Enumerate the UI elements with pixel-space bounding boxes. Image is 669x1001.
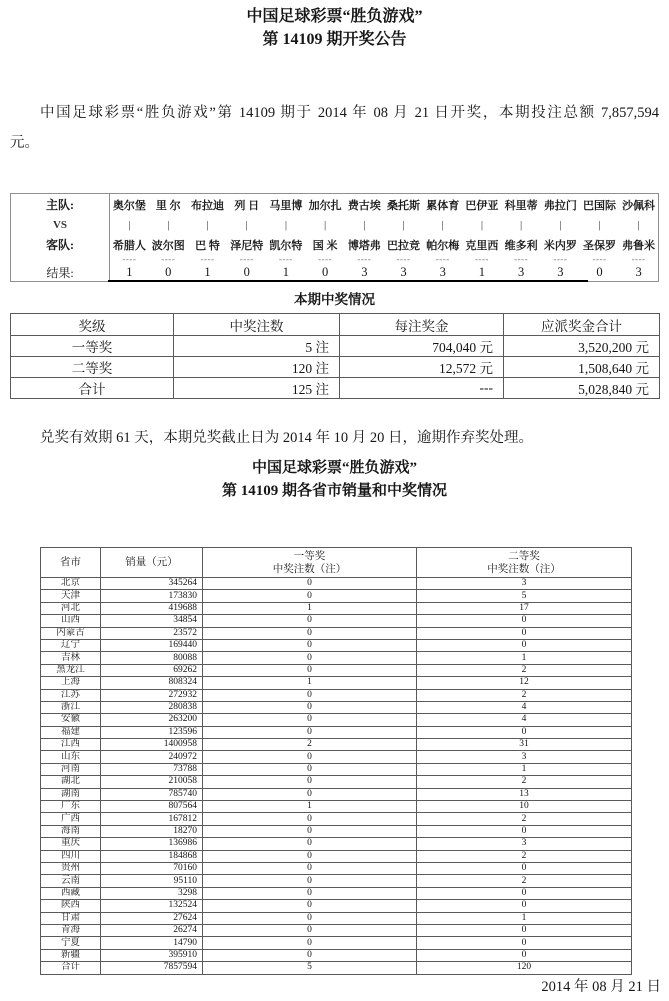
first-prize-count-cell: 0	[203, 714, 417, 726]
second-prize-count-cell: 2	[417, 875, 632, 887]
match-result-value: 3	[635, 265, 642, 279]
province-row	[41, 590, 632, 602]
province-name-cell: 天津	[41, 590, 101, 602]
match-result-value: 3	[400, 265, 407, 279]
sales-amount-cell: 34854	[101, 615, 203, 627]
match-result-value: 3	[557, 265, 564, 279]
first-prize-count-cell: 0	[203, 924, 417, 936]
home-team-cell: 桑托斯	[387, 199, 421, 212]
province-row	[41, 949, 632, 961]
province-row	[41, 739, 632, 751]
prize-header-level: 奖级	[11, 314, 174, 336]
province-name-cell: 云南	[41, 875, 101, 887]
result-dashes: ----	[553, 255, 568, 264]
province-row	[41, 664, 632, 676]
province-header-first-prize	[203, 548, 417, 578]
home-team-cell: 巴伊亚	[465, 199, 499, 212]
vs-separator: |	[441, 218, 444, 231]
province-row	[41, 689, 632, 701]
second-prize-count-cell: 0	[417, 924, 632, 936]
province-name-cell: 宁夏	[41, 937, 101, 949]
province-header-row	[41, 548, 632, 578]
province-row	[41, 701, 632, 713]
away-team-cell: 巴拉竞	[387, 239, 421, 252]
province-row	[41, 602, 632, 614]
province-row	[41, 924, 632, 936]
province-name-cell: 青海	[41, 924, 101, 936]
second-prize-count-cell: 0	[417, 949, 632, 961]
province-name-cell: 广东	[41, 801, 101, 813]
second-prize-count-cell: 31	[417, 739, 632, 751]
sales-amount-cell: 807564	[101, 801, 203, 813]
first-prize-count-cell: 0	[203, 862, 417, 874]
province-row	[41, 813, 632, 825]
result-dashes: ----	[278, 255, 293, 264]
first-prize-count-cell: 0	[203, 825, 417, 837]
second-prize-count-cell: 2	[417, 850, 632, 862]
vs-separator: |	[520, 218, 523, 231]
vs-separator: |	[206, 218, 209, 231]
first-prize-count-cell: 0	[203, 788, 417, 800]
first-prize-count-cell: 0	[203, 664, 417, 676]
first-prize-count-cell: 0	[203, 627, 417, 639]
second-prize-count-cell: 3	[417, 578, 632, 590]
result-dashes: ----	[200, 255, 215, 264]
home-team-cell: 加尔扎	[308, 199, 342, 212]
home-team-cell: 马里博	[269, 199, 303, 212]
winning-bets-cell: 120 注	[174, 357, 340, 378]
sales-amount-cell: 73788	[101, 763, 203, 775]
first-prize-count-cell: 0	[203, 838, 417, 850]
province-name-cell: 山东	[41, 751, 101, 763]
sales-amount-cell: 18270	[101, 825, 203, 837]
province-row	[41, 862, 632, 874]
first-prize-count-cell: 0	[203, 949, 417, 961]
second-prize-count-cell: 13	[417, 788, 632, 800]
away-teams-row	[11, 234, 659, 255]
province-row	[41, 875, 632, 887]
prize-header-winning-bets: 中奖注数	[174, 314, 340, 336]
result-dashes: ----	[318, 255, 333, 264]
prize-row	[11, 357, 660, 378]
result-dashes: ----	[514, 255, 529, 264]
first-prize-count-cell: 0	[203, 937, 417, 949]
first-prize-count-cell: 0	[203, 726, 417, 738]
province-section-title	[0, 457, 669, 503]
province-row	[41, 726, 632, 738]
second-prize-count-cell: 0	[417, 615, 632, 627]
vs-separator: |	[167, 218, 170, 231]
province-row	[41, 825, 632, 837]
province-name-cell: 安徽	[41, 714, 101, 726]
dash-row-label	[11, 255, 110, 264]
second-prize-count-cell: 0	[417, 887, 632, 899]
province-name-cell: 吉林	[41, 652, 101, 664]
first-prize-count-cell: 5	[203, 962, 417, 974]
match-result-value: 0	[165, 265, 172, 279]
province-name-cell: 上海	[41, 677, 101, 689]
province-name-cell: 浙江	[41, 701, 101, 713]
province-row	[41, 751, 632, 763]
province-row	[41, 838, 632, 850]
sales-amount-cell: 136986	[101, 838, 203, 850]
result-dashes: ----	[592, 255, 607, 264]
home-team-cell: 里 尔	[155, 199, 181, 212]
sales-amount-cell: 1400958	[101, 739, 203, 751]
sales-amount-cell: 70160	[101, 862, 203, 874]
total-payout-cell: 3,520,200 元	[504, 336, 660, 357]
title-line2: 第 14109 期开奖公告	[262, 31, 407, 48]
sales-amount-cell: 80088	[101, 652, 203, 664]
result-dashes: ----	[631, 255, 646, 264]
match-result-value: 1	[478, 265, 486, 279]
province-row	[41, 850, 632, 862]
second-prize-count-cell: 3	[417, 838, 632, 850]
home-team-cell: 列 日	[234, 199, 260, 212]
home-team-cell: 科里蒂	[504, 199, 538, 212]
sales-amount-cell: 123596	[101, 726, 203, 738]
province-row	[41, 788, 632, 800]
second-prize-count-cell: 0	[417, 900, 632, 912]
second-prize-count-cell: 0	[417, 726, 632, 738]
province-name-cell: 广西	[41, 813, 101, 825]
match-result-value: 0	[321, 265, 329, 279]
home-row-label: 主队:	[11, 194, 110, 216]
second-prize-count-cell: 0	[417, 639, 632, 651]
away-team-cell: 凯尔特	[269, 239, 303, 252]
footer-date: 2014 年 08 月 21 日	[541, 979, 661, 995]
vs-row	[11, 215, 659, 234]
match-result-value: 1	[204, 265, 211, 279]
result-dashes: ----	[396, 255, 411, 264]
sales-amount-cell: 23572	[101, 627, 203, 639]
province-name-cell: 河南	[41, 763, 101, 775]
sales-amount-cell: 419688	[101, 602, 203, 614]
second-prize-count-cell: 2	[417, 664, 632, 676]
first-prize-count-cell: 0	[203, 887, 417, 899]
province-name-cell: 辽宁	[41, 639, 101, 651]
sales-amount-cell: 263200	[101, 714, 203, 726]
first-prize-count-cell: 0	[203, 590, 417, 602]
first-prize-count-cell: 0	[203, 652, 417, 664]
province-title-line2: 第 14109 期各省市销量和中奖情况	[221, 483, 447, 499]
province-name-cell: 湖北	[41, 776, 101, 788]
province-name-cell: 陕西	[41, 900, 101, 912]
prize-summary-table	[10, 313, 660, 399]
match-result-value: 3	[361, 265, 368, 279]
second-prize-count-cell: 4	[417, 701, 632, 713]
total-payout-cell: 5,028,840 元	[504, 378, 660, 399]
province-name-cell: 山西	[41, 615, 101, 627]
province-row	[41, 801, 632, 813]
province-title-line1: 中国足球彩票“胜负游戏”	[251, 460, 417, 476]
first-prize-count-cell: 1	[203, 801, 417, 813]
province-row	[41, 962, 632, 974]
first-prize-count-cell: 0	[203, 578, 417, 590]
prize-per-bet-cell: 12,572 元	[340, 357, 504, 378]
province-header-sales: 销量（元）	[101, 548, 203, 578]
winning-bets-cell: 5 注	[174, 336, 340, 357]
prize-level-cell: 二等奖	[11, 357, 174, 378]
vs-separator: |	[324, 218, 327, 231]
province-name-cell: 甘肃	[41, 912, 101, 924]
province-name-cell: 江苏	[41, 689, 101, 701]
province-name-cell: 江西	[41, 739, 101, 751]
match-result-value: 3	[439, 265, 446, 279]
second-prize-count-cell: 2	[417, 813, 632, 825]
home-team-cell: 沙佩科	[622, 199, 656, 212]
province-header-second-prize	[417, 548, 632, 578]
sales-amount-cell: 173830	[101, 590, 203, 602]
second-prize-count-cell: 1	[417, 912, 632, 924]
first-prize-count-cell: 0	[203, 875, 417, 887]
sales-amount-cell: 69262	[101, 664, 203, 676]
first-prize-count-cell: 1	[203, 602, 417, 614]
second-prize-count-cell: 12	[417, 677, 632, 689]
province-row	[41, 900, 632, 912]
home-team-cell: 费古埃	[347, 199, 381, 212]
sales-amount-cell: 785740	[101, 788, 203, 800]
result-dashes: ----	[474, 255, 489, 264]
home-teams-row	[11, 194, 659, 216]
sales-amount-cell: 132524	[101, 900, 203, 912]
second-prize-count-cell: 10	[417, 801, 632, 813]
sales-amount-cell: 26274	[101, 924, 203, 936]
match-result-value: 0	[596, 265, 603, 279]
province-name-cell: 新疆	[41, 949, 101, 961]
province-sales-table	[40, 547, 632, 975]
home-team-cell: 弗拉门	[543, 199, 577, 212]
first-prize-count-cell: 0	[203, 701, 417, 713]
vs-separator: |	[559, 218, 562, 231]
prize-header-total-payout: 应派奖金合计	[504, 314, 660, 336]
prize-header-row	[11, 314, 660, 336]
prize-header-prize-per-bet: 每注奖金	[340, 314, 504, 336]
away-row-label: 客队:	[11, 234, 110, 255]
first-prize-count-cell: 0	[203, 813, 417, 825]
vs-separator: |	[480, 218, 484, 231]
second-prize-count-cell: 3	[417, 751, 632, 763]
document-title	[0, 5, 669, 51]
first-prize-header-line1: 一等奖	[293, 550, 326, 562]
province-row	[41, 652, 632, 664]
second-prize-count-cell: 1	[417, 652, 632, 664]
vs-separator: |	[363, 218, 366, 231]
result-dashes: ----	[122, 255, 137, 264]
winning-bets-cell: 125 注	[174, 378, 340, 399]
result-dashes: ----	[435, 255, 450, 264]
first-prize-count-cell: 0	[203, 615, 417, 627]
province-row	[41, 627, 632, 639]
first-prize-count-cell: 0	[203, 912, 417, 924]
first-prize-count-cell: 2	[203, 739, 417, 751]
second-prize-count-cell: 17	[417, 602, 632, 614]
province-name-cell: 黑龙江	[41, 664, 101, 676]
sales-amount-cell: 184868	[101, 850, 203, 862]
prize-per-bet-cell: 704,040 元	[340, 336, 504, 357]
home-team-cell: 巴国际	[583, 199, 617, 212]
result-dashes: ----	[239, 255, 254, 264]
sales-amount-cell: 345264	[101, 578, 203, 590]
result-row-label: 结果:	[11, 264, 110, 282]
prize-level-cell: 合计	[11, 378, 174, 399]
match-result-value: 3	[518, 265, 525, 279]
sales-amount-cell: 280838	[101, 701, 203, 713]
first-prize-count-cell: 0	[203, 850, 417, 862]
prize-level-cell: 一等奖	[11, 336, 174, 357]
province-name-cell: 福建	[41, 726, 101, 738]
province-row	[41, 677, 632, 689]
match-result-value: 0	[243, 265, 250, 279]
province-name-cell: 重庆	[41, 838, 101, 850]
first-prize-count-cell: 0	[203, 763, 417, 775]
vs-separator: |	[128, 218, 131, 231]
province-name-cell: 湖南	[41, 788, 101, 800]
second-prize-count-cell: 0	[417, 862, 632, 874]
province-name-cell: 内蒙古	[41, 627, 101, 639]
second-prize-count-cell: 1	[417, 763, 632, 775]
province-name-cell: 河北	[41, 602, 101, 614]
title-line1: 中国足球彩票“胜负游戏”	[246, 8, 423, 25]
away-team-cell: 波尔图	[151, 239, 185, 252]
province-row	[41, 615, 632, 627]
province-row	[41, 912, 632, 924]
province-name-cell: 西藏	[41, 887, 101, 899]
second-prize-header-line1: 二等奖	[508, 550, 540, 562]
intro-paragraph	[10, 98, 659, 158]
province-name-cell: 四川	[41, 850, 101, 862]
vs-separator: |	[402, 218, 405, 231]
province-row	[41, 578, 632, 590]
results-row	[11, 264, 659, 282]
vs-separator: |	[245, 218, 248, 231]
first-prize-count-cell: 0	[203, 689, 417, 701]
second-prize-count-cell: 120	[417, 962, 632, 974]
sales-amount-cell: 14790	[101, 937, 203, 949]
away-team-cell: 圣保罗	[583, 239, 617, 252]
province-row	[41, 639, 632, 651]
sales-amount-cell: 7857594	[101, 962, 203, 974]
match-results-table	[10, 193, 659, 281]
away-team-cell: 米内罗	[543, 239, 577, 252]
province-row	[41, 763, 632, 775]
first-prize-count-cell: 0	[203, 900, 417, 912]
first-prize-count-cell: 1	[203, 677, 417, 689]
prize-section-heading: 本期中奖情况	[294, 292, 375, 307]
result-dashes: ----	[357, 255, 372, 264]
away-team-cell: 帕尔梅	[426, 239, 460, 252]
sales-amount-cell: 240972	[101, 751, 203, 763]
sales-amount-cell: 95110	[101, 875, 203, 887]
away-team-cell: 泽尼特	[230, 239, 264, 252]
redemption-note: 兑奖有效期 61 天，本期兑奖截止日为 2014 年 10 月 20 日，逾期作弃奖处理。	[40, 430, 533, 446]
sales-amount-cell: 167812	[101, 813, 203, 825]
province-name-cell: 北京	[41, 578, 101, 590]
province-row	[41, 776, 632, 788]
first-prize-header-line2: 中奖注数（注）	[272, 563, 347, 575]
prize-row	[11, 378, 660, 399]
second-prize-header-line2: 中奖注数（注）	[487, 563, 561, 575]
away-team-cell: 巴 特	[195, 239, 220, 252]
dashes-row	[11, 255, 659, 264]
vs-separator: |	[598, 218, 601, 231]
vs-separator: |	[637, 218, 640, 231]
sales-amount-cell: 3298	[101, 887, 203, 899]
result-dashes: ----	[161, 255, 176, 264]
second-prize-count-cell: 5	[417, 590, 632, 602]
second-prize-count-cell: 2	[417, 776, 632, 788]
vs-separator: |	[284, 218, 288, 231]
results-underline-rule	[108, 280, 588, 282]
province-row	[41, 937, 632, 949]
province-name-cell: 海南	[41, 825, 101, 837]
sales-amount-cell: 210058	[101, 776, 203, 788]
total-payout-cell: 1,508,640 元	[504, 357, 660, 378]
province-name-cell: 合计	[41, 962, 101, 974]
away-team-cell: 国 米	[312, 239, 338, 252]
second-prize-count-cell: 0	[417, 825, 632, 837]
away-team-cell: 希腊人	[112, 239, 146, 252]
province-row	[41, 887, 632, 899]
prize-row	[11, 336, 660, 357]
first-prize-count-cell: 0	[203, 751, 417, 763]
vs-row-label: VS	[11, 215, 110, 234]
away-team-cell: 博塔弗	[347, 239, 381, 252]
first-prize-count-cell: 0	[203, 776, 417, 788]
second-prize-count-cell: 2	[417, 689, 632, 701]
home-team-cell: 奥尔堡	[112, 199, 146, 212]
intro-line2: 元。	[10, 135, 39, 151]
away-team-cell: 维多利	[504, 239, 538, 252]
away-team-cell: 克里西	[465, 239, 499, 252]
sales-amount-cell: 395910	[101, 949, 203, 961]
sales-amount-cell: 808324	[101, 677, 203, 689]
match-result-value: 1	[126, 265, 133, 279]
intro-line1: 中国足球彩票“胜负游戏”第 14109 期于 2014 年 08 月 21 日开奖，本期投注总额 7,857,594	[40, 105, 659, 121]
away-team-cell: 弗鲁米	[622, 239, 656, 252]
home-team-cell: 布拉迪	[191, 199, 224, 212]
sales-amount-cell: 272932	[101, 689, 203, 701]
home-team-cell: 累体育	[426, 199, 460, 212]
province-name-cell: 贵州	[41, 862, 101, 874]
sales-amount-cell: 27624	[101, 912, 203, 924]
province-row	[41, 714, 632, 726]
match-result-value: 1	[282, 265, 290, 279]
prize-per-bet-cell: ---	[340, 378, 504, 399]
sales-amount-cell: 169440	[101, 639, 203, 651]
province-header-name: 省市	[41, 548, 101, 578]
second-prize-count-cell: 0	[417, 627, 632, 639]
second-prize-count-cell: 0	[417, 937, 632, 949]
second-prize-count-cell: 4	[417, 714, 632, 726]
first-prize-count-cell: 0	[203, 639, 417, 651]
